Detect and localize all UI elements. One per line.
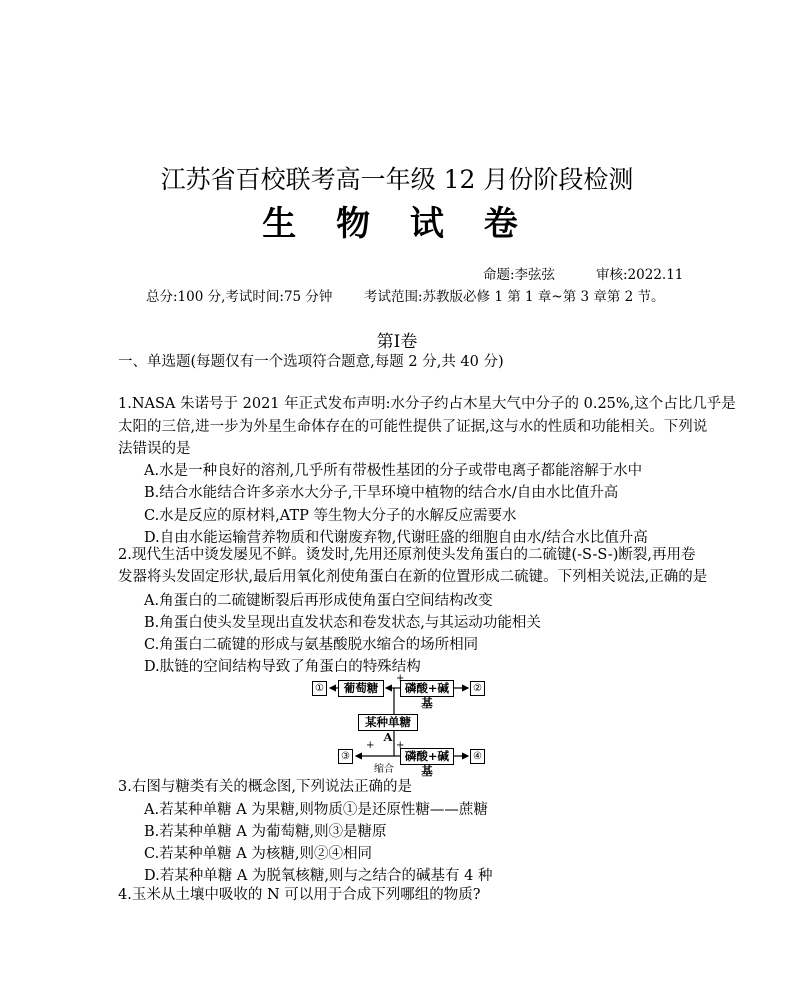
q3-option-d: D.若某种单糖 A 为脱氧核糖,则与之结合的碱基有 4 种 bbox=[144, 868, 493, 884]
box-monosaccharide-a: 某种单糖 A bbox=[358, 714, 418, 731]
box-glucose: 葡萄糖 bbox=[338, 680, 384, 697]
circle-4: ④ bbox=[470, 749, 485, 764]
condense-label: 缩合 bbox=[374, 764, 394, 775]
volume-heading: 第Ⅰ卷 bbox=[376, 332, 418, 352]
score-time-label: 总分:100 分,考试时间:75 分钟 bbox=[146, 289, 333, 305]
q2-option-d: D.肽链的空间结构导致了角蛋白的特殊结构 bbox=[144, 659, 421, 675]
circle-1: ① bbox=[312, 681, 327, 696]
box-phosphate-base-bottom: 磷酸+碱基 bbox=[400, 748, 454, 765]
q2-line-2: 发器将头发固定形状,最后用氧化剂使角蛋白在新的位置形成二硫键。下列相关说法,正确的是 bbox=[118, 569, 708, 585]
plus-left: + bbox=[366, 740, 375, 751]
q2-option-b: B.角蛋白使头发呈现出直发状态和卷发状态,与其运动功能相关 bbox=[144, 615, 541, 631]
subject-title: 生 物 试 卷 bbox=[262, 204, 532, 244]
q1-line-3: 法错误的是 bbox=[118, 441, 191, 457]
q3-option-c: C.若某种单糖 A 为核糖,则②④相同 bbox=[144, 846, 372, 862]
plus-top: + bbox=[396, 673, 405, 684]
author-label: 命题:李弦弦 bbox=[483, 267, 556, 283]
q2-option-c: C.角蛋白二硫键的形成与氨基酸脱水缩合的场所相同 bbox=[144, 637, 479, 653]
q3-option-b: B.若某种单糖 A 为葡萄糖,则③是糖原 bbox=[144, 824, 387, 840]
circle-2: ② bbox=[470, 681, 485, 696]
exam-title: 江苏省百校联考高一年级 12 月份阶段检测 bbox=[160, 165, 634, 194]
q3-line-1: 3.右图与糖类有关的概念图,下列说法正确的是 bbox=[118, 779, 412, 795]
q1-option-b: B.结合水能结合许多亲水大分子,干旱环境中植物的结合水/自由水比值升高 bbox=[144, 485, 619, 501]
q3-option-a: A.若某种单糖 A 为果糖,则物质①是还原性糖——蔗糖 bbox=[144, 802, 488, 818]
scope-label: 考试范围:苏教版必修 1 第 1 章~第 3 章第 2 节。 bbox=[364, 289, 665, 305]
q2-option-a: A.角蛋白的二硫键断裂后再形成使角蛋白空间结构改变 bbox=[144, 593, 493, 609]
q1-option-c: C.水是反应的原材料,ATP 等生物大分子的水解反应需要水 bbox=[144, 508, 517, 524]
section-heading: 一、单选题(每题仅有一个选项符合题意,每题 2 分,共 40 分) bbox=[118, 354, 504, 370]
sugar-concept-diagram bbox=[300, 673, 500, 778]
box-phosphate-base-top: 磷酸+碱基 bbox=[400, 680, 454, 697]
review-label: 审核:2022.11 bbox=[596, 267, 684, 283]
q2-line-1: 2.现代生活中烫发屡见不鲜。烫发时,先用还原剂使头发角蛋白的二硫键(-S-S-)断裂,再用卷 bbox=[118, 547, 696, 563]
q4-line-1: 4.玉米从土壤中吸收的 N 可以用于合成下列哪组的物质? bbox=[118, 887, 481, 903]
q1-line-2: 太阳的三倍,进一步为外星生命体存在的可能性提供了证据,这与水的性质和功能相关。下列说 bbox=[118, 419, 708, 435]
circle-3: ③ bbox=[338, 749, 353, 764]
q1-option-d: D.自由水能运输营养物质和代谢废弃物,代谢旺盛的细胞自由水/结合水比值升高 bbox=[144, 530, 648, 546]
plus-bottom: + bbox=[396, 740, 405, 751]
q1-option-a: A.水是一种良好的溶剂,几乎所有带极性基团的分子或带电离子都能溶解于水中 bbox=[144, 463, 643, 479]
q1-line-1: 1.NASA 朱诺号于 2021 年正式发布声明:水分子约占木星大气中分子的 0.25%,这个占比几乎是 bbox=[118, 396, 736, 412]
